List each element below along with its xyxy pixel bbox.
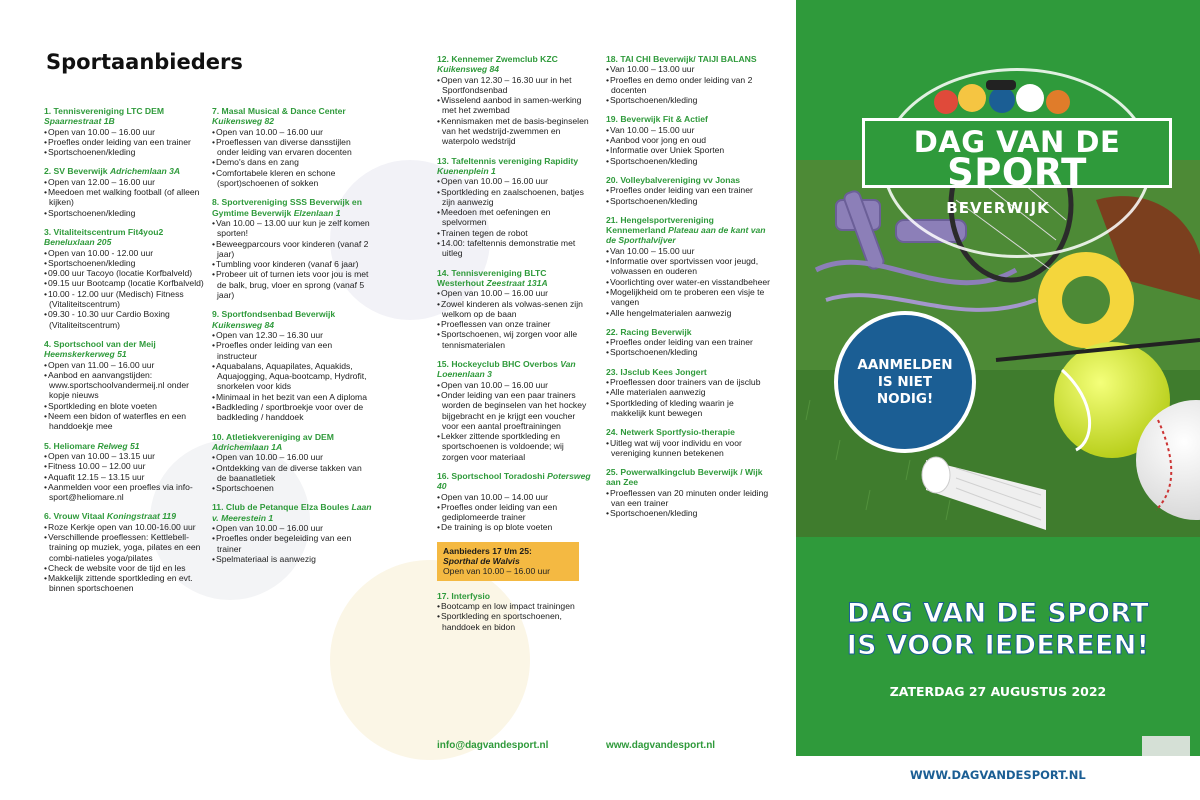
provider-entry (212, 309, 372, 422)
provider-name: 23. IJsclub Kees Jongert (606, 366, 707, 377)
provider-address: Kuenenplein 1 (437, 165, 496, 176)
provider-detail: • Open van 11.00 – 16.00 uur (44, 360, 204, 370)
provider-details (44, 248, 204, 330)
callout-hours: Open van 10.00 – 16.00 uur (443, 566, 551, 577)
cover-heading-line-2: IS VOOR IEDEREEN! (846, 630, 1150, 661)
provider-detail: • Sportkleding of kleding waarin je makkelijk kunt bewegen (606, 398, 771, 419)
provider-detail: • Alle hengelmaterialen aanwezig (606, 308, 771, 318)
provider-name: 15. Hockeyclub BHC Overbos (437, 359, 558, 370)
provider-detail: • Open van 12.30 – 16.30 uur in het Sportfondsenbad (437, 75, 592, 96)
provider-detail: • Open van 10.00 – 14.00 uur (437, 492, 592, 502)
provider-detail: • Proefles onder leiding van een instructeur (212, 340, 372, 361)
provider-details (437, 176, 592, 258)
provider-name: 25. Powerwalkingclub Beverwijk / Wijk aan Zee (606, 467, 763, 488)
provider-detail: • Sportschoenen/kleding (44, 208, 204, 218)
provider-detail: • Makkelijk zittende sportkleding en evt. binnen sportschoenen (44, 573, 204, 594)
provider-entry (437, 268, 592, 350)
provider-address: Kuikensweg 82 (212, 116, 275, 127)
provider-name: 17. Interfysio (437, 590, 491, 601)
provider-heading (606, 54, 771, 64)
provider-name: 18. TAI CHI Beverwijk/ TAIJI BALANS (606, 54, 757, 64)
provider-detail: • Uitleg wat wij voor individu en voor vereniging kunnen betekenen (606, 438, 771, 459)
provider-heading (44, 106, 204, 127)
provider-heading (606, 114, 771, 124)
provider-address: Laan v. Meerestein 1 (212, 502, 372, 523)
cover-heading-line-1: DAG VAN DE SPORT (846, 598, 1150, 629)
provider-detail: • Aquafit 12.15 – 13.15 uur (44, 472, 204, 482)
provider-detail: • Informatie over Uniek Sporten (606, 145, 771, 155)
provider-entry (606, 427, 771, 458)
provider-entry (44, 441, 204, 503)
provider-detail: • Kennismaken met de basis-beginselen van het wedstrijd-zwemmen en waterpolo wedstrijd (437, 116, 592, 147)
provider-address: Adrichemlaan 1A (212, 441, 283, 452)
logo-line-2: SPORT (947, 151, 1087, 194)
provider-detail: • Alle materialen aanwezig (606, 387, 771, 397)
callout-title: Aanbieders 17 t/m 25: (443, 545, 532, 556)
provider-detail: • Proefles onder leiding van een gediplomeerde trainer (437, 502, 592, 523)
provider-address: Beneluxlaan 205 (44, 237, 112, 248)
provider-name: 8. Sportvereniging SSS Beverwijk en Gymtime Beverwijk (212, 197, 362, 218)
provider-details (606, 185, 771, 206)
provider-detail: • Sportkleding en blote voeten (44, 401, 204, 411)
provider-detail: • De training is op blote voeten (437, 522, 592, 532)
provider-detail: • Proeflessen van diverse dansstijlen onder leiding van ervaren docenten (212, 137, 372, 158)
provider-detail: • 14.00: tafeltennis demonstratie met uitleg (437, 238, 592, 259)
provider-name: 12. Kennemer Zwemclub KZC (437, 54, 558, 64)
page-title: Sportaanbieders (46, 50, 243, 74)
provider-name: 24. Netwerk Sportfysio-therapie (606, 427, 735, 438)
provider-detail: • Aanbod voor jong en oud (606, 135, 771, 145)
provider-details (44, 360, 204, 432)
provider-entry (212, 502, 372, 564)
provider-detail: • Open van 10.00 – 16.00 uur (212, 523, 372, 533)
provider-detail: • Sportkleding en sportschoenen, handdoek en bidon (437, 611, 592, 632)
provider-detail: • Roze Kerkje open van 10.00-16.00 uur (44, 522, 204, 532)
provider-entry (437, 591, 592, 632)
logo-banner (862, 118, 1172, 194)
provider-name: 13. Tafeltennis vereniging Rapidity (437, 155, 579, 166)
provider-detail: • Voorlichting over water-en visstandbeheer (606, 277, 771, 287)
provider-address: Potersweg 40 (437, 470, 591, 492)
provider-entry (212, 432, 372, 494)
provider-entry (437, 471, 592, 533)
provider-detail: • Lekker zittende sportkleding en sportschoenen is voldoende; wij zorgen voor materiaal (437, 431, 592, 462)
provider-name: 10. Atletiekvereniging av DEM (212, 431, 334, 442)
provider-name: 14. Tennisvereniging BLTC Westerhout (437, 267, 547, 288)
provider-heading (212, 432, 372, 453)
provider-detail: • Sportschoenen/kleding (44, 258, 204, 268)
provider-detail: • Verschillende proeflessen: Kettlebell-training op muziek, yoga, pilates en een combi-natieles yoga/pilates (44, 532, 204, 563)
provider-detail: • Minimaal in het bezit van een A diploma (212, 392, 372, 402)
provider-detail: • Bootcamp en low impact trainingen (437, 601, 592, 611)
provider-heading (44, 441, 204, 451)
provider-detail: • Open van 10.00 - 12.00 uur (44, 248, 204, 258)
provider-detail: • Open van 10.00 – 16.00 uur (437, 176, 592, 186)
provider-detail: • Spelmateriaal is aanwezig (212, 554, 372, 564)
provider-address: Spaarnestraat 1B (44, 116, 115, 127)
provider-detail: • Proeflessen van onze trainer (437, 319, 592, 329)
provider-detail: • Mogelijkheid om te proberen een visje te vangen (606, 287, 771, 308)
provider-details (212, 127, 372, 189)
provider-name: 21. Hengelsportvereniging Kennemerland (606, 214, 714, 236)
provider-address: Elzenlaan 1 (293, 207, 341, 218)
provider-detail: • Sportschoenen/kleding (606, 95, 771, 105)
registration-badge: AANMELDEN IS NIET NODIG! (834, 311, 976, 453)
provider-detail: • Sportschoenen (212, 483, 372, 493)
logo-line-1: DAG VAN DE (913, 125, 1121, 159)
provider-heading (437, 359, 592, 380)
provider-detail: • Proeflessen door trainers van de ijsclub (606, 377, 771, 387)
provider-heading (606, 467, 771, 488)
provider-detail: • Neem een bidon of waterfles en een handdoekje mee (44, 411, 204, 432)
provider-heading (606, 215, 771, 246)
provider-detail: • 10.00 - 12.00 uur (Medisch) Fitness (Vitaliteitscentrum) (44, 289, 204, 310)
provider-detail: • Probeer uit of turnen iets voor jou is met de balk, brug, vloer en sprong (vanaf 5 jaar) (212, 269, 372, 300)
provider-detail: • Badkleding / sportbroekje voor over de badkleding / handdoek (212, 402, 372, 423)
provider-detail: • Demo's dans en zang (212, 157, 372, 167)
provider-detail: • Van 10.00 – 13.00 uur kun je zelf komen sporten! (212, 218, 372, 239)
provider-detail: • Proefles onder leiding van een trainer (606, 185, 771, 195)
provider-heading (212, 197, 372, 218)
provider-detail: • Van 10.00 – 15.00 uur (606, 125, 771, 135)
callout-address: Sporthal de Walvis (443, 556, 520, 567)
provider-name: 19. Beverwijk Fit & Actief (606, 114, 708, 125)
provider-heading (606, 175, 771, 185)
sports-icons-cluster (926, 74, 1086, 120)
provider-entry (606, 327, 771, 358)
provider-detail: • Proefles onder leiding van een trainer (606, 337, 771, 347)
provider-detail: • Open van 10.00 – 16.00 uur (44, 127, 204, 137)
provider-entry (606, 114, 771, 165)
provider-details (437, 288, 592, 350)
provider-heading (212, 106, 372, 127)
provider-entry (44, 166, 204, 217)
provider-heading (606, 327, 771, 337)
provider-detail: • Fitness 10.00 – 12.00 uur (44, 461, 204, 471)
provider-detail: • Informatie over sportvissen voor jeugd, volwassen en ouderen (606, 256, 771, 277)
provider-name: 3. Vitaliteitscentrum Fit4you2 (44, 226, 164, 237)
provider-detail: • Proeflessen van 20 minuten onder leiding van een trainer (606, 488, 771, 509)
provider-heading (437, 268, 592, 289)
provider-name: 16. Sportschool Toradoshi (437, 470, 545, 481)
provider-heading (606, 367, 771, 377)
provider-detail: • Van 10.00 – 13.00 uur (606, 64, 771, 74)
provider-detail: • Open van 12.30 – 16.30 uur (212, 330, 372, 340)
provider-address: Koningstraat 119 (106, 511, 176, 522)
provider-details (606, 377, 771, 418)
provider-address: Heemskerkerweg 51 (44, 349, 127, 360)
provider-entry (44, 511, 204, 593)
provider-entry (606, 467, 771, 518)
provider-detail: • Open van 10.00 – 16.00 uur (437, 288, 592, 298)
provider-address: Kuikensweg 84 (212, 319, 275, 330)
provider-entry (437, 156, 592, 259)
provider-name: 9. Sportfondsenbad Beverwijk (212, 309, 336, 320)
provider-heading (44, 339, 204, 360)
provider-detail: • Open van 12.00 – 16.00 uur (44, 177, 204, 187)
footer-website[interactable]: www.dagvandesport.nl (606, 740, 716, 751)
provider-name: 22. Racing Beverwijk (606, 326, 692, 337)
website-url[interactable]: WWW.DAGVANDESPORT.NL (910, 768, 1086, 782)
provider-entry (606, 54, 771, 105)
provider-detail: • Sportschoenen/kleding (606, 508, 771, 518)
provider-detail: • Van 10.00 – 15.00 uur (606, 246, 771, 256)
provider-detail: • Beweegparcours voor kinderen (vanaf 2 jaar) (212, 239, 372, 260)
provider-name: 4. Sportschool van der Meij (44, 338, 156, 349)
provider-detail: • Open van 10.00 – 16.00 uur (212, 452, 372, 462)
provider-details (437, 601, 592, 632)
provider-entry (606, 175, 771, 206)
provider-detail: • 09.30 - 10.30 uur Cardio Boxing (Vitaliteitscentrum) (44, 309, 204, 330)
provider-detail: • Aquabalans, Aquapilates, Aquakids, Aquajogging, Aqua-bootcamp, Hydrofit, snorkelen voor kids (212, 361, 372, 392)
provider-entry (212, 197, 372, 300)
provider-heading (44, 227, 204, 248)
provider-address: Zeestraat 131A (486, 277, 548, 288)
provider-detail: • Sportschoenen/kleding (44, 147, 204, 157)
provider-detail: • Sportschoenen/kleding (606, 196, 771, 206)
event-date: ZATERDAG 27 AUGUSTUS 2022 (889, 684, 1107, 699)
provider-detail: • Proefles en demo onder leiding van 2 docenten (606, 75, 771, 96)
provider-heading (212, 502, 372, 523)
footer-email[interactable]: info@dagvandesport.nl (437, 740, 549, 751)
provider-name: 7. Masal Musical & Dance Center (212, 106, 346, 116)
provider-details (44, 127, 204, 158)
provider-entry (437, 359, 592, 462)
fold-tab (1142, 736, 1190, 756)
logo-subtitle: BEVERWIJK (946, 199, 1050, 217)
provider-heading (437, 54, 592, 75)
provider-details (44, 177, 204, 218)
provider-details (606, 488, 771, 519)
provider-detail: • Trainen tegen de robot (437, 228, 592, 238)
provider-entry (606, 367, 771, 418)
provider-detail: • Wisselend aanbod in samen-werking met het zwembad (437, 95, 592, 116)
provider-entry (212, 106, 372, 188)
provider-details (212, 452, 372, 493)
venue-callout (437, 542, 579, 581)
provider-detail: • Aanmelden voor een proefles via info-sport@heliomare.nl (44, 482, 204, 503)
provider-column-2 (212, 106, 372, 573)
provider-name: 2. SV Beverwijk (44, 166, 108, 177)
provider-detail: • Open van 10.00 – 13.15 uur (44, 451, 204, 461)
provider-heading (606, 427, 771, 437)
provider-column-4 (606, 54, 771, 528)
provider-detail: • Tumbling voor kinderen (vanaf 6 jaar) (212, 259, 372, 269)
provider-detail: • Open van 10.00 – 16.00 uur (212, 127, 372, 137)
provider-heading (437, 156, 592, 177)
provider-heading (437, 591, 592, 601)
provider-entry (606, 215, 771, 318)
provider-details (44, 522, 204, 594)
provider-detail: • Sportschoenen, wij zorgen voor alle tennismaterialen (437, 329, 592, 350)
provider-heading (212, 309, 372, 330)
cover-panel (796, 0, 1200, 756)
provider-heading (437, 471, 592, 492)
provider-detail: • Zowel kinderen als volwas-senen zijn welkom op de baan (437, 299, 592, 320)
provider-details (212, 523, 372, 564)
provider-details (437, 75, 592, 147)
provider-name: 20. Volleybalvereniging vv Jonas (606, 174, 741, 185)
provider-heading (44, 166, 204, 176)
provider-address: Plateau aan de kant van de Sporthalvijver (606, 225, 766, 246)
provider-detail: • Comfortabele kleren en schone (sport)schoenen of sokken (212, 168, 372, 189)
provider-address: Van Loenenlaan 3 (437, 359, 576, 380)
provider-entry (437, 54, 592, 147)
provider-address: Kuikensweg 84 (437, 64, 500, 75)
provider-detail: • Proefles onder leiding van een trainer (44, 137, 204, 147)
provider-details (212, 330, 372, 423)
provider-details (606, 438, 771, 459)
provider-details (212, 218, 372, 300)
provider-detail: • Sportkleding en zaalschoenen, batjes zijn aanwezig (437, 187, 592, 208)
provider-detail: • Ontdekking van de diverse takken van de baanatletiek (212, 463, 372, 484)
provider-detail: • Sportschoenen/kleding (606, 347, 771, 357)
provider-heading (44, 511, 204, 521)
provider-detail: • Proefles onder begeleiding van een trainer (212, 533, 372, 554)
provider-details (606, 125, 771, 166)
provider-entry (44, 227, 204, 330)
provider-entry (44, 106, 204, 157)
provider-details (437, 380, 592, 462)
provider-detail: • Onder leiding van een paar trainers worden de beginselen van het hockey bijgebracht en je krijgt een voucher voor een aantal proeftrainingen (437, 390, 592, 431)
provider-detail: • Check de website voor de tijd en les (44, 563, 204, 573)
provider-detail: • Open van 10.00 – 16.00 uur (437, 380, 592, 390)
provider-detail: • Aanbod en aanvangstijden: www.sportschoolvandermeij.nl onder kopje nieuws (44, 370, 204, 401)
provider-name: 6. Vrouw Vitaal (44, 511, 105, 522)
provider-column-1 (44, 106, 204, 603)
provider-details (606, 246, 771, 318)
provider-entry (44, 339, 204, 432)
provider-detail: • 09.00 uur Tacoyo (locatie Korfbalveld) (44, 268, 204, 278)
provider-details (606, 64, 771, 105)
provider-details (606, 337, 771, 358)
provider-name: 1. Tennisvereniging LTC DEM (44, 106, 165, 116)
provider-details (437, 492, 592, 533)
provider-detail: • Sportschoenen/kleding (606, 156, 771, 166)
provider-name: 5. Heliomare (44, 440, 96, 451)
provider-details (44, 451, 204, 502)
cover-heading (796, 598, 1200, 662)
provider-name: 11. Club de Petanque Elza Boules (212, 502, 350, 513)
provider-address: Relweg 51 (97, 440, 140, 451)
provider-column-3 (437, 54, 592, 641)
provider-detail: • Meedoen met walking football (of alleen kijken) (44, 187, 204, 208)
provider-detail: • Meedoen met oefeningen en spelvormen (437, 207, 592, 228)
provider-address: Adrichemlaan 3A (109, 166, 181, 177)
provider-detail: • 09.15 uur Bootcamp (locatie Korfbalveld) (44, 278, 204, 288)
